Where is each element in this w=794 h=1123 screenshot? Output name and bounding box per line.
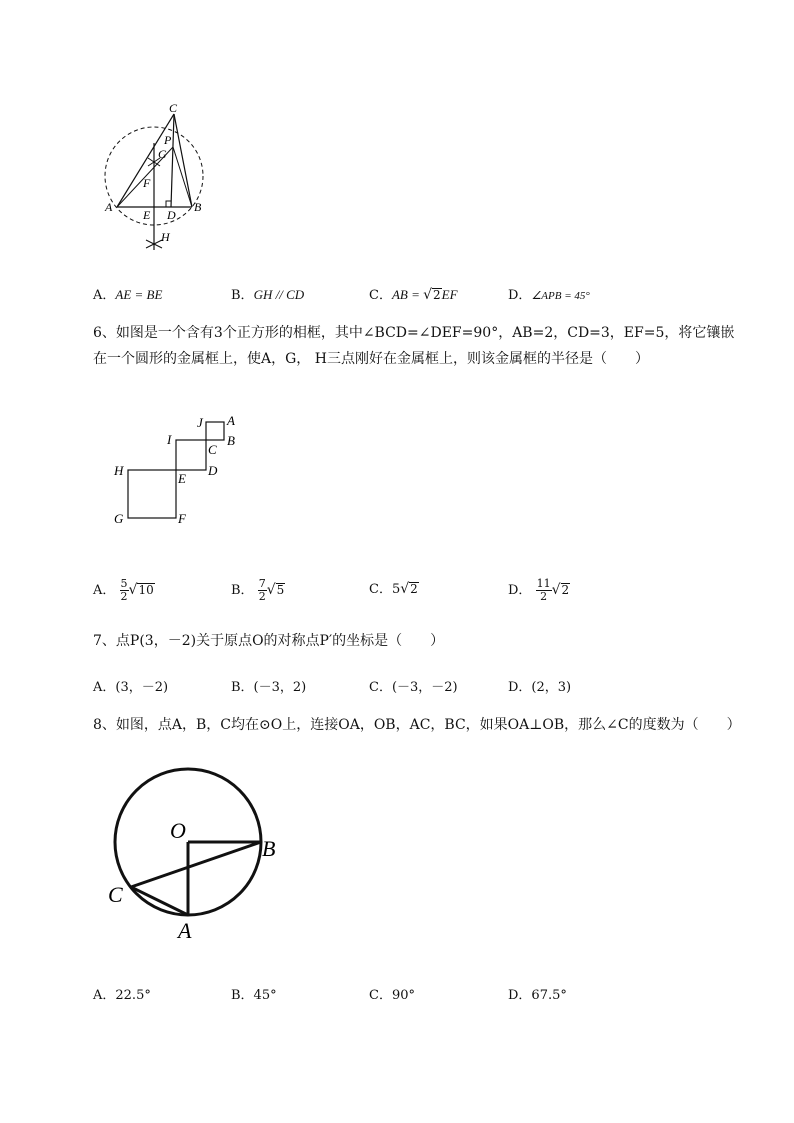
q6-option-b[interactable]: B． $\frac{7}{2}$ √5 (231, 577, 285, 603)
q5-label-H: H (161, 230, 170, 244)
q5-figure (96, 98, 226, 260)
q6-option-d[interactable]: D． $\frac{11}{2}$ √2 (508, 577, 570, 603)
q6-small-square (206, 422, 224, 440)
q6-label-B: B (227, 433, 235, 448)
q5-label-E: E (143, 208, 151, 222)
q5-option-c[interactable]: C．AB = √2EF (369, 287, 458, 303)
q5-label-B: B (194, 200, 202, 214)
q6-large-square (128, 470, 176, 518)
q8-option-a[interactable]: A．22.5° (93, 988, 151, 1003)
q5-line-CD (171, 114, 174, 207)
q6-text-line2: 在一个圆形的金属框上，使A，G， H三点刚好在金属框上，则该金属框的半径是（ ） (93, 351, 649, 367)
q6-label-A: A (227, 413, 235, 428)
q5-label-C: C (169, 101, 178, 115)
q5-option-a[interactable]: A．AE = BE (93, 287, 163, 303)
q7-option-a[interactable]: A．(3，－2) (93, 680, 169, 695)
q5-label-P: P (164, 133, 172, 147)
q5-option-b[interactable]: B．GH // CD (231, 287, 305, 303)
q8-text: 8、如图，点A，B，C均在⊙O上，连接OA，OB，AC，BC，如果OA⊥OB，那么∠C的度数为（ ） (93, 717, 741, 733)
q6-label-I: I (167, 432, 172, 447)
q8-line-CB (131, 842, 261, 887)
q6-figure (108, 412, 248, 530)
q6-option-c[interactable]: C．5√2 (369, 581, 418, 597)
q5-label-F: F (143, 176, 151, 190)
q8-label-A: A (178, 918, 192, 943)
q6-label-D: D (208, 463, 218, 478)
q8-question (93, 712, 753, 738)
q5-line-BC (174, 114, 192, 207)
q6-option-a[interactable]: A． $\frac{5}{2}$ √10 (93, 577, 154, 603)
q6-label-J: J (197, 415, 203, 430)
q5-option-d[interactable]: D．∠APB = 45° (508, 288, 590, 303)
q5-label-D: D (167, 208, 176, 222)
q7-option-b[interactable]: B．(－3，2) (231, 680, 307, 695)
q6-text-line1: 6、如图是一个含有3个正方形的相框，其中∠BCD=∠DEF=90°，AB=2，CD=3，EF=5，将它镶嵌 (93, 325, 735, 341)
q6-question (93, 320, 753, 372)
q8-label-O: O (170, 818, 186, 843)
q8-label-C: C (108, 882, 123, 907)
q5-label-G: G (158, 147, 167, 161)
q5-right-angle-mark (166, 201, 171, 207)
q7-option-c[interactable]: C．(－3，－2) (369, 680, 458, 695)
q6-label-E: E (178, 471, 186, 486)
q6-middle-square (176, 440, 206, 470)
q8-option-c[interactable]: C．90° (369, 988, 415, 1003)
q8-label-B: B (262, 836, 276, 861)
q7-question (93, 628, 753, 654)
q6-label-F: F (178, 511, 186, 526)
q6-label-H: H (114, 463, 124, 478)
q6-label-C: C (208, 442, 217, 457)
q5-label-A: A (105, 200, 113, 214)
q6-label-G: G (114, 511, 124, 526)
q8-option-d[interactable]: D．67.5° (508, 988, 567, 1003)
q7-text: 7、点P(3，－2)关于原点O的对称点P′的坐标是（ ） (93, 633, 445, 649)
q8-figure (100, 766, 290, 946)
q8-option-b[interactable]: B．45° (231, 988, 277, 1003)
q7-option-d[interactable]: D．(2，3) (508, 680, 572, 695)
